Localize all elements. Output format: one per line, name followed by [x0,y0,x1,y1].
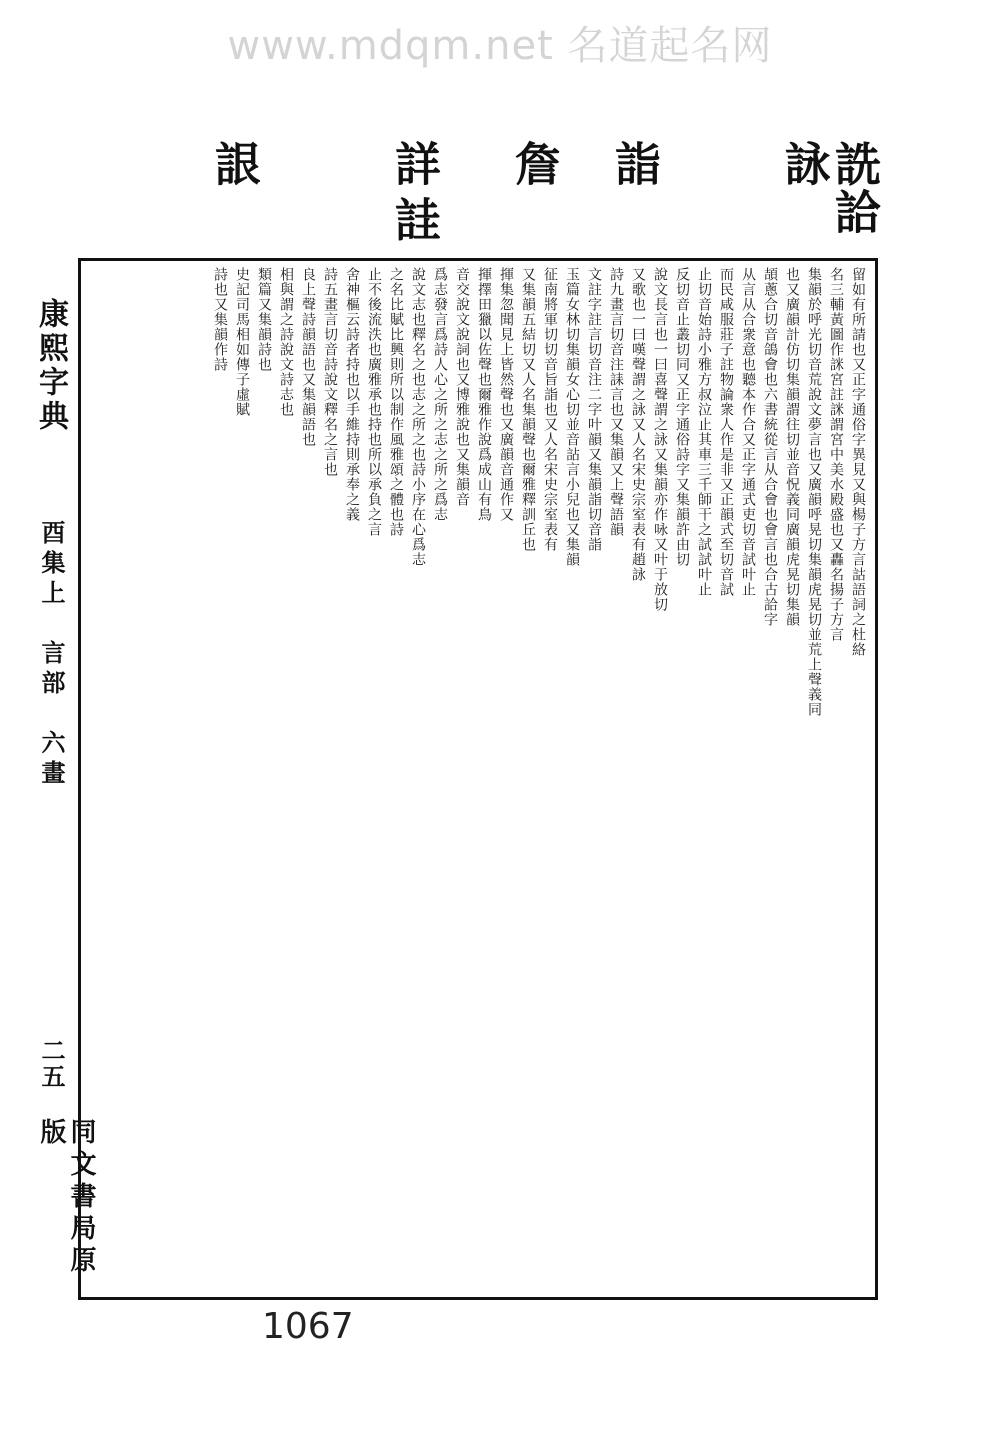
seal-script-row [150,140,880,250]
text-columns [209,267,869,1293]
text-column: 也又廣韻計仿切集韻謂往切並音怳義同廣韻虎晃切集韻 [784,267,800,627]
seal-glyph-6: 詪 [208,140,262,188]
section-label: 酉集上 言部 六畫 [37,520,66,790]
text-column: 說文長言也一曰喜聲謂之詠又集韻亦作咏又叶于放切 [652,267,668,612]
seal-glyph-1: 詵詥詠 [778,140,882,236]
text-column: 玉篇女林切集韻女心切並音詀言小兒也又集韻 [564,267,580,567]
watermark-text: www.mdqm.net 名道起名网 [227,23,773,69]
text-column: 爲志發言爲詩人心之所之志之所之爲志 [432,267,448,522]
text-column: 揮集忽聞見上皆然聲也又廣韻音通作又 [498,267,514,522]
seal-glyph-4: 詳 [388,140,442,188]
text-column: 征南將軍切切音旨詣也又人名宋史宗室表有 [542,267,558,552]
text-column: 名三輔黃圖作詸宮註詸謂宮中美水殿盛也又轟名揚子方言 [828,267,844,642]
book-title: 康熙字典 [33,298,68,434]
dictionary-page [78,258,878,1300]
text-column: 又歌也一曰嘆聲謂之詠又人名宋史宗室表有趙詠 [630,267,646,582]
text-column: 留如有所請也又正字通俗字異見又與楊子方言詁語詞之杜絡 [850,267,866,657]
seal-glyph-5: 詿 [388,196,442,244]
page-margin [30,298,96,1298]
text-column: 舍神樞云詩者持也以手維持則承奉之義 [344,267,360,522]
text-column: 類篇又集韻詩也 [256,267,272,372]
text-column: 良上聲詩韻語也又集韻語也 [300,267,316,447]
text-column: 文註字註言切音注二字叶韻又集韻詣切音詣 [586,267,602,552]
text-column: 从言从合衆意也聽本作合又正字通式吏切音試叶止 [740,267,756,597]
publisher-label: 同文書局原版 [36,1118,96,1278]
text-column: 詩也又集韻作詩 [212,267,228,372]
text-column: 說文志也釋名之也志之所之也詩小序在心爲志 [410,267,426,567]
text-column: 揮擇田獵以佐聲也爾雅作說爲成山有鳥 [476,267,492,522]
text-column: 止不後流泆也廣雅承也持也所以承負之言 [366,267,382,537]
text-column: 反切音止叢切同又正字通俗詩字又集韻許由切 [674,267,690,567]
text-column: 史記司馬相如傳子虛賦 [234,267,250,417]
page-number: 1067 [262,1306,354,1347]
folio-number: 二五 [37,1038,66,1090]
text-column: 相與謂之詩說文詩志也 [278,267,294,417]
text-column: 又集韻五結切又人名集韻聲也爾雅釋訓丘也 [520,267,536,552]
text-column: 詩九畫言切音注誄言也又集韻又上聲語韻 [608,267,624,537]
seal-glyph-3: 詹 [508,140,562,188]
text-column: 集韻於呼光切音荒說文夢言也又廣韻呼晃切集韻虎晃切並荒上聲義同 [806,267,822,717]
text-column: 止切音始詩小雅方叔泣止其車三千師干之試試叶止 [696,267,712,597]
text-column: 音交說文說詞也又博雅說也又集韻音 [454,267,470,507]
text-column: 頡蔥合切音鴿會也六書統從言从合會也會言也合古詥字 [762,267,778,627]
text-column: 之名比賦比興則所以制作風雅頌之體也詩 [388,267,404,537]
text-column: 而民咸服莊子註物論衆人作是非又正韻式至切音試 [718,267,734,597]
seal-glyph-2: 詣 [608,140,662,188]
text-column: 詩五畫言切音詩說文釋名之言也 [322,267,338,477]
